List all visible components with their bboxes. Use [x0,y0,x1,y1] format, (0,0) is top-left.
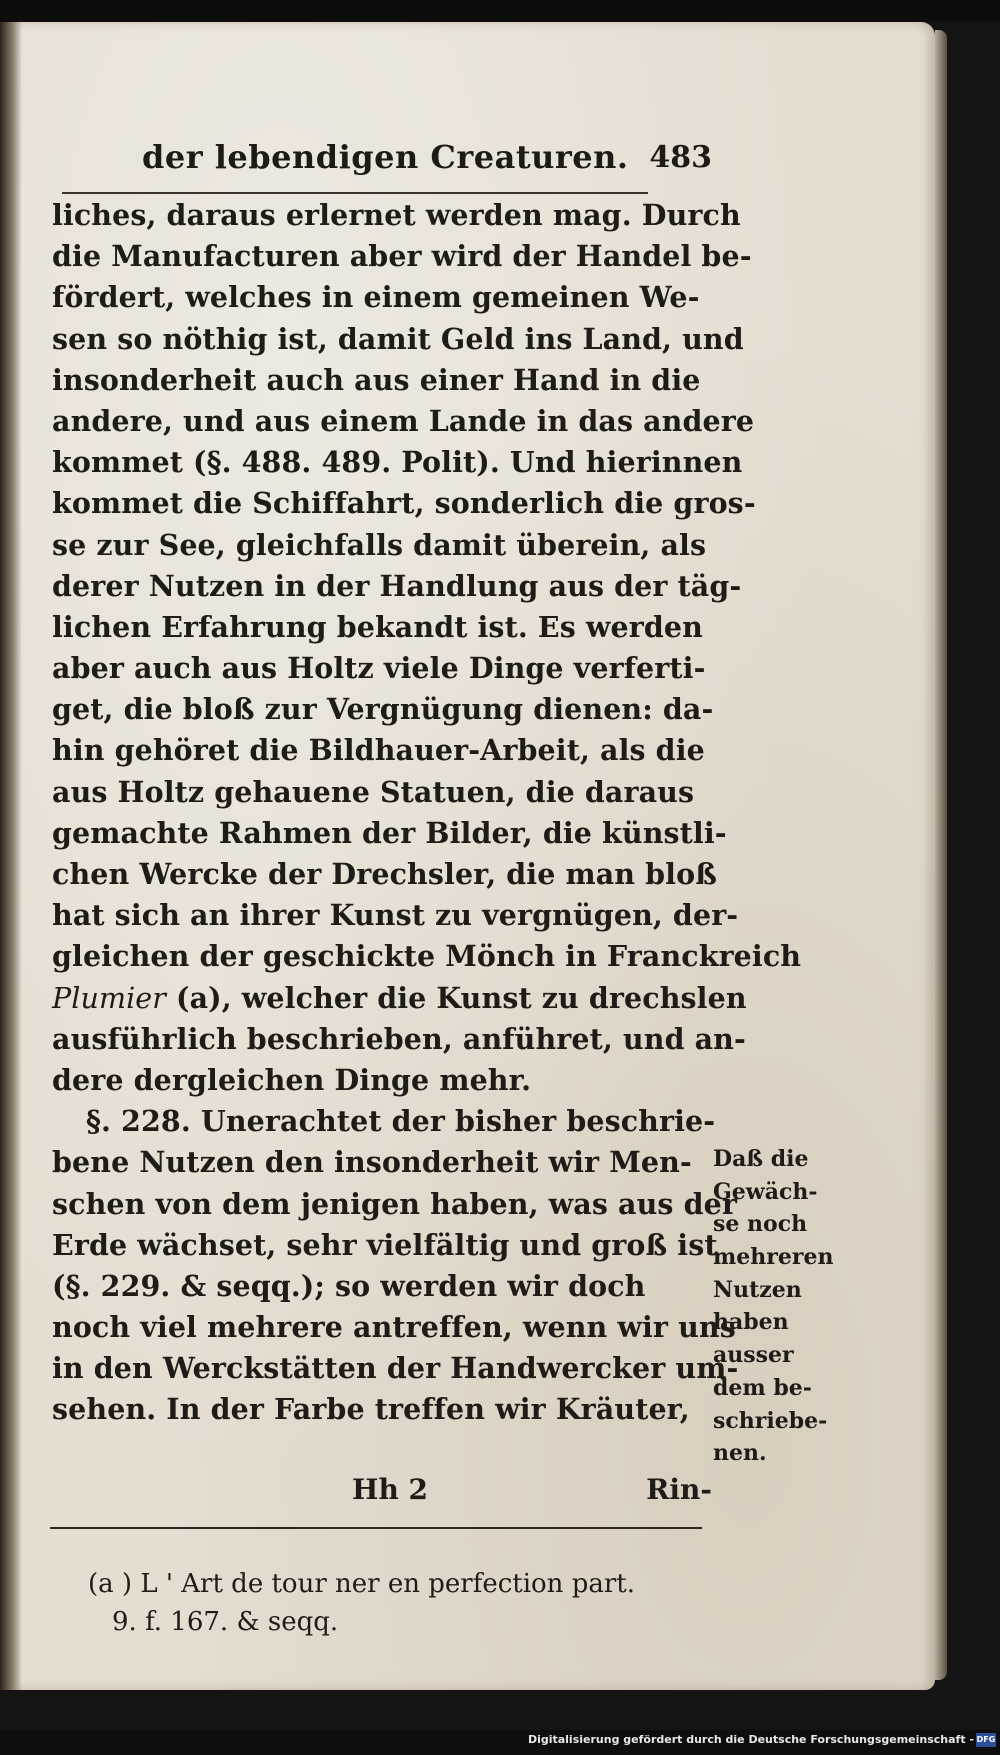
text-line: ausführlich beschrieben, anführet, und an- [52,1021,746,1056]
text-line-plumier [52,978,747,1019]
text-line: gemachte Rahmen der Bilder, die künstli- [52,815,727,850]
text-line: noch viel mehrere antreffen, wenn wir uns [52,1310,736,1345]
header-rule [62,192,648,194]
footnote-rule [50,1527,702,1529]
text-line: dere dergleichen Dinge mehr. [52,1062,532,1097]
text-line: die Manufacturen aber wird der Handel be- [52,239,752,274]
paragraph-start-228: §. 228. Unerachtet der bisher beschrie- [86,1104,716,1139]
text-line: schen von dem jenigen haben, was aus der [52,1186,737,1221]
footnote-line: 9. f. 167. & seqq. [112,1607,339,1637]
signature-mark: Hh 2 [352,1473,429,1506]
text-line: Erde wächset, sehr vielfältig und groß ist [52,1227,718,1262]
marginal-line: haben [713,1309,789,1336]
book-spine [0,22,22,1690]
footnote-line: (a ) L ' Art de tour ner en perfection part. [88,1569,635,1599]
text-line: hat sich an ihrer Kunst zu vergnügen, der- [52,898,739,933]
dfg-logo: DFG [976,1733,996,1747]
running-title: der lebendigen Creaturen. [142,138,629,176]
marginal-line: ausser [713,1342,794,1369]
text-line: liches, daraus erlernet werden mag. Durch [52,198,741,232]
running-head [52,138,712,188]
marginal-line: schriebe- [713,1407,828,1434]
text-line: aber auch aus Holtz viele Dinge verferti- [52,651,706,686]
text-line: lichen Erfahrung bekandt ist. Es werden [52,609,703,644]
text-line: insonderheit auch aus einer Hand in die [52,362,701,397]
scan-border-top [0,0,1000,22]
marginal-line: Gewäch- [713,1178,818,1205]
marginal-line: Nutzen [713,1276,802,1303]
digitization-credit: Digitalisierung gefördert durch die Deutsche Forschungsgemeinschaft - [527,1733,974,1746]
text-line: sehen. In der Farbe treffen wir Kräuter, [52,1392,690,1427]
text-line: aus Holtz gehauene Statuen, die daraus [52,774,695,809]
marginal-note [713,1143,833,1470]
text-line: (§. 229. & seqq.); so werden wir doch [52,1268,646,1303]
text-line: se zur See, gleichfalls damit überein, als [52,527,707,562]
text-line: sen so nöthig ist, damit Geld ins Land, und [52,321,744,356]
text-line: derer Nutzen in der Handlung aus der täg- [52,568,742,603]
catchword: Rin- [646,1473,712,1506]
text-line: hin gehöret die Bildhauer-Arbeit, als die [52,733,705,768]
marginal-line: se noch [713,1211,808,1238]
footnote [88,1565,788,1641]
page-edge [935,30,947,1680]
text-line: gleichen der geschickte Mönch in Franckreich [52,939,802,974]
text-line: in den Werckstätten der Handwercker um- [52,1351,739,1386]
text-line: kommet (§. 488. 489. Polit). Und hierinnen [52,445,743,480]
text-line: fördert, welches in einem gemeinen We- [52,280,700,315]
author-name-italic: Plumier [52,981,166,1015]
text-line: kommet die Schiffahrt, sonderlich die gros- [52,486,756,521]
marginal-line: Daß die [713,1146,809,1172]
plumier-line-rest: (a), welcher die Kunst zu drechslen [165,980,747,1015]
marginal-line: mehreren [713,1244,834,1271]
text-line: get, die bloß zur Vergnügung dienen: da- [52,692,714,727]
marginal-line: dem be- [713,1374,812,1401]
text-line: chen Wercke der Drechsler, die man bloß [52,857,717,891]
text-line: bene Nutzen den insonderheit wir Men- [52,1145,692,1180]
text-line: andere, und aus einem Lande in das andere [52,403,755,438]
page-number: 483 [649,140,712,175]
signature-row [52,1473,712,1518]
marginal-line: nen. [713,1440,767,1467]
